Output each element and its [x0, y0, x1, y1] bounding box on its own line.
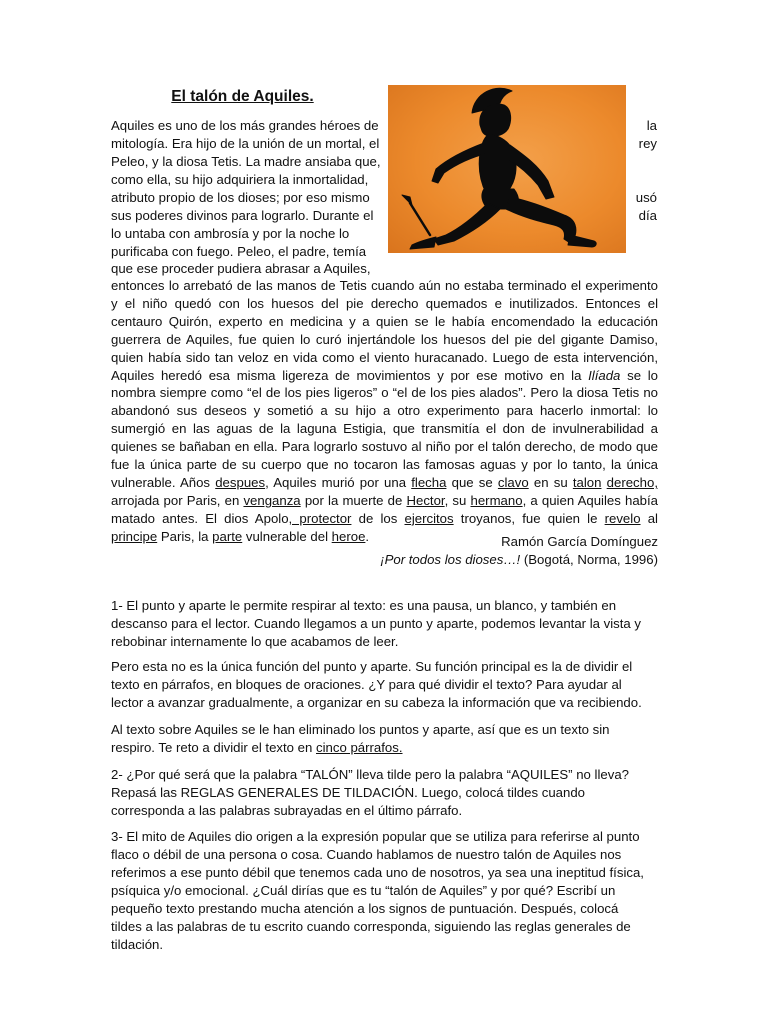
wrap-line — [111, 260, 657, 278]
wrap-line-left: que ese proceder pudiera abrasar a Aquiles, — [111, 261, 371, 276]
underlined-word: flecha — [411, 474, 447, 490]
story-paragraph: entonces lo arrebató de las manos de Tetis cuando aún no estaba terminado el experimento y el niño quedó con los huesos del pie derecho quemados e inutilizados. Entonces el centauro Quirón, experto en medicina y a quien se le había encomendado la educación guerrera de Aquiles, fue quien lo curó injertándole los huesos del pie del gigante Damiso, quien había sido tan veloz en vida como el viento huracanado. Luego de esta intervención, Aquiles heredó esa misma ligereza de movimientos y por ese motivo en la Ilíada se lo nombra siempre como “el de los pies ligeros” o “el de los pies alados”. Pero la diosa Tetis no abandonó sus deseos y sometió a su hijo a otro experimento para hacerlo inmortal: lo sumergió en las aguas de la laguna Estigia, que transmitía el don de invulnerabilidad a quienes se bañaban en ella. Para lograrlo sostuvo al niño por el talón derecho, de modo que fue la única parte de su cuerpo que no tocaron las famosas aguas y por lo tanto, la única vulnerable. Años despues, Aquiles murió por una flecha que se clavo en su talon derecho, arrojada por Paris, en venganza por la muerte de Hector, su hermano, a quien Aquiles había matado antes. El dios Apolo, protector de los ejercitos troyanos, fue quien le revelo al principe Paris, la parte vulnerable del heroe. — [111, 278, 658, 544]
underlined-word: principe — [111, 528, 158, 544]
underlined-word: clavo — [497, 474, 529, 490]
underlined-phrase: cinco párrafos. — [316, 740, 403, 755]
wrap-line — [111, 171, 657, 189]
book-title-iliada: Ilíada — [588, 367, 621, 383]
wrap-line-left: sus poderes divinos para lograrlo. Durante el — [111, 208, 374, 223]
wrap-line-right: día — [638, 208, 657, 223]
wrap-line — [111, 153, 657, 171]
underlined-word: revelo — [604, 510, 641, 526]
wrap-line — [111, 243, 657, 261]
underlined-word: venganza — [243, 492, 301, 508]
underlined-word: hermano — [470, 492, 523, 508]
underlined-word: ejercitos — [404, 510, 454, 526]
wrap-line-right: rey — [638, 136, 657, 151]
wrap-line-left: lo untaba con ambrosía y por la noche lo — [111, 226, 350, 241]
underlined-word: parte — [212, 528, 243, 544]
document-title: El talón de Aquiles. — [171, 88, 314, 105]
underlined-word: , protector — [288, 510, 352, 526]
wrap-line-left: Aquiles es uno de los más grandes héroes de — [111, 118, 379, 133]
question-1-intro: 1- El punto y aparte le permite respirar al texto: es una pausa, un blanco, y también en descanso para el lector. Cuando llegamos a un punto y aparte, podemos levantar la vista y rebobinar internamente lo que acabamos de leer. — [111, 598, 642, 649]
author-name: Ramón García Domínguez — [501, 534, 658, 549]
wrap-line — [111, 225, 657, 243]
wrap-line-left: purificaba con fuego. Peleo, el padre, temía — [111, 244, 367, 259]
underlined-word: heroe — [331, 528, 366, 544]
underlined-word: Hector — [406, 492, 445, 508]
wrap-line — [111, 117, 657, 135]
wrap-line-left: como ella, su hijo adquiriera la inmortalidad, — [111, 172, 369, 187]
question-3: 3- El mito de Aquiles dio origen a la expresión popular que se utiliza para referirse al punto flaco o débil de una persona o cosa. Cuando hablamos de nuestro talón de Aquiles nos referimos a ese punto débil que tenemos cada uno de nosotros, ya sea una ineptitud física, psíquica y/o emocional. ¿Cuál dirías que es tu “talón de Aquiles” y por qué? Escribí un pequeño texto prestando mucha atención a los signos de puntuación. Después, colocá tildes a las palabras de tu escrito cuando corresponda, siguiendo las reglas generales de tildación. — [111, 829, 644, 952]
wrap-line-left: atributo propio de los dioses; por eso mismo — [111, 190, 370, 205]
question-2: 2- ¿Por qué será que la palabra “TALÓN” lleva tilde pero la palabra “AQUILES” no lleva? Repasá las REGLAS GENERALES DE TILDACIÓN. Luego, colocá tildes cuando corresponda a las palabras subrayadas en el último párrafo. — [111, 767, 629, 818]
question-1-task: Al texto sobre Aquiles se le han eliminado los puntos y aparte, así que es un texto sin respiro. Te reto a dividir el texto en cinco párrafos. — [111, 722, 610, 755]
wrap-line-right: usó — [635, 190, 657, 205]
wrap-line — [111, 207, 657, 225]
wrap-line — [111, 189, 657, 207]
underlined-word: talon — [572, 474, 602, 490]
source-reference: ¡Por todos los dioses…! (Bogotá, Norma, 1996) — [380, 552, 658, 567]
wrap-line-right: la — [646, 118, 657, 133]
question-1-body: Pero esta no es la única función del punto y aparte. Su función principal es la de dividir el texto en párrafos, en bloques de oraciones. ¿Y para qué dividir el texto? Para ayudar al lector a avanzar gradualmente, a organizar en su cabeza la información que va recibiendo. — [111, 659, 642, 710]
wrap-line — [111, 135, 657, 153]
wrap-line-left: Peleo, y la diosa Tetis. La madre ansiaba que, — [111, 154, 381, 169]
underlined-word: despues — [215, 474, 266, 490]
underlined-word: derecho, — [606, 474, 658, 490]
attribution — [111, 533, 658, 569]
wrap-line-left: mitología. Era hijo de la unión de un mortal, el — [111, 136, 380, 151]
